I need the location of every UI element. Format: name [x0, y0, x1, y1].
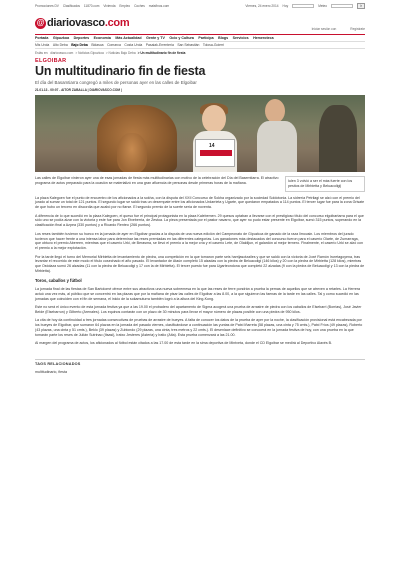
- utility-link[interactable]: Coches: [134, 3, 145, 8]
- article-paragraph: La cita de hoy da continuidad a tres jornadas consecutivas de pruebas de arrastre de bueyes. A falta de conocer los datos de la prueba de ayer por la noche, la clasificación provisional está encabezada por los bueyes de Elgoibar, que sumaron 64 plazas en la jornada del pasado viernes, clasificándose a continuación las yuntas de Patxi Iñarreta (58 plazas, una cinta y 75 cmts.), Patxi Fríos (49 plazas), Roberto (43 plazas, una cinta y 51 cmts.), Beklo (39 plazas) y Zubiondo (29 plazas, una cinta, tres metros y 22 cmts.). El desenlace definitivo se conocerá en la jornada festiva de hoy, con una prueba en la que tomarán parte los reses de Julián Sutrinao (Itsasi), Iratxo Jesteres (Asteria) y Iratio (Alta). Esta prueba comenzará a las 21.00.: [35, 318, 363, 337]
- tags-list[interactable]: multitudinario, fiesta: [35, 370, 67, 375]
- subnav-item[interactable]: Tolosa-Goierri: [202, 42, 225, 47]
- tags-heading: TAGS RELACIONADOS: [35, 362, 81, 367]
- hoy-select[interactable]: [292, 4, 314, 8]
- cow-head: [117, 133, 147, 172]
- hoy-label[interactable]: Hoy: [282, 3, 289, 8]
- nav-item[interactable]: Hemeroteca: [253, 35, 274, 40]
- nav-item[interactable]: Gente y TV: [146, 35, 165, 40]
- breadcrumb-item[interactable]: > Noticias Gipuzkoa: [75, 51, 104, 56]
- background-person: [319, 105, 357, 172]
- breadcrumb-prefix: Estás en:: [35, 51, 49, 56]
- breadcrumb-item[interactable]: > Noticias Bajo Deba: [105, 51, 136, 56]
- cow-figure: [97, 105, 177, 172]
- article-paragraph: Este no será el único evento de esta jornada festiva ya que a las 19.00 el probadero del apartamento de Sigma acogerá una prueba de arrastre de piedra con los caballos de Elsebarri (Borrias), José Javier Beide (Elsebarrun) y Gilberto (Arenales). Los equinos contarán con un plazo de 30 minutos para llevar el mayor número de plazas posible con una piedra de 950 kilos.: [35, 305, 362, 314]
- nav-item[interactable]: Gipuzkoa: [52, 35, 70, 40]
- child-sign: [195, 139, 235, 167]
- nav-item[interactable]: Blogs: [218, 35, 229, 40]
- child-figure: [185, 103, 245, 172]
- nav-item[interactable]: Economía: [93, 35, 111, 40]
- nav-item[interactable]: Más Actualidad: [115, 35, 142, 40]
- utility-link[interactable]: Empleo: [119, 3, 131, 8]
- nav-item[interactable]: Servicios: [232, 35, 249, 40]
- sub-nav: [35, 42, 365, 49]
- subnav-item[interactable]: San Sebastián: [177, 42, 200, 47]
- lead-block: [35, 176, 365, 192]
- man-figure: [257, 95, 297, 172]
- utility-link[interactable]: Clasificados: [62, 3, 80, 8]
- current-date: Viernes, 24 enero 2014: [245, 3, 279, 8]
- login-link[interactable]: Iniciar sesión con: [311, 26, 337, 31]
- nav-item[interactable]: Ocio y Cultura: [169, 35, 194, 40]
- article-paragraph: Los reses también tuvieron su hueco en la jornada de ayer en Elgoibar gracias a la disputa de una nueva edición del Campeonato de Gipuzkoa de ganado de la raza limousin. Los miembros del jurado tuvieron que hacer frente a una intensa labor para determinar las reses premiadas en las diferentes categorías. Los ganadones más destacados del concurso fueron para el caserío Olarte, de Zumarraga, que obtuvo el premio Abereen, mientras que el caserío Urki, de Berasma, se llevó el premio a la mejor cría y el caserío Lete, de Olaldijun, el galardón al mejor ternero. Finalmente, el caserío Urki se alzó con el premio a la mejor explotación.: [35, 231, 363, 251]
- article-paragraph: A diferencia de lo que sucedió en la plaza Kalegoen, el queso fue el principal protagonista en la plaza Kalebemen. 29 quesos optaban a llevarse con el prestigioso título del concurso elgoibartarra para el que sólo uno se podía alzar con la victoria y este fue para Jon Etxeberria, de Zestoa. La pieza presentada por el pastor navarro, que ayer no pudo estar presente en Elgoibar, sumó 315 puntos, superando en la clasificación final a Azpea (330 puntos) y a Ricardo Renteo (266 puntos).: [35, 213, 364, 228]
- logo-mark: @: [36, 17, 45, 27]
- utility-links: [35, 4, 172, 8]
- article-subtitle: El día del Basamtiarra congregó a miles de personas ayer en las calles de Elgoibar: [35, 80, 197, 86]
- article-subheading: Toros, caballos y fútbol: [35, 277, 82, 283]
- logo-domain: .com: [104, 16, 130, 29]
- register-link[interactable]: Regístrate: [350, 26, 365, 31]
- masthead: [35, 12, 365, 34]
- utility-link[interactable]: Promociones DV: [35, 3, 59, 8]
- article-lead: Las calles de Elgoibar vinieron ayer una de esas jornadas de fiesta más multitudinarias con motivo de la celebración del Día del Basemtiarra. El atractivo programa de actos preparado para la ocasión se materializó en una gran afluencia de personas desde primeras horas de la mañana.: [35, 176, 279, 186]
- top-utility-bar: [35, 0, 365, 12]
- utility-link[interactable]: maisfinos.com: [148, 3, 170, 8]
- article-byline: 21.01.13 - 00:07 - AITOR ZABALLA | DIARIOVASCO.COM |: [35, 88, 122, 93]
- article-photo[interactable]: [35, 95, 365, 172]
- meteo-label[interactable]: Meteo: [318, 3, 328, 8]
- man-head: [265, 99, 285, 123]
- breadcrumb: [35, 49, 365, 58]
- article-paragraph: Por la tarde llegó el turno del Memorial Mirbietta de levantamiento de piedra, una competición en la que tomaron parte seis harrijasotzailes y que se saldó con la victoria de Joxé Ramón Iruretagoyena, tras levantar el recorrido de este modo el título cosechado el año pasado. El levantador de Ataún completó 15 alzadas con la piedra de Beluacoligi (146 kilos) y 20 con la piedra de Mirbietta (128 kilos), mientras que Ostolaza sumó 26 alzadas (11 con la piedra de Beluacoligi y 17 con la de Mirbietta). El tercer puesto fue para Ugarteondona que completó 22 alzadas (9 con la piedra de Beluacoligi y 13 con la piedra de Mirbietta).: [35, 254, 365, 274]
- site-logo[interactable]: [35, 16, 129, 31]
- subnav-item[interactable]: Comarca: [107, 42, 121, 47]
- sign-number: 14: [209, 143, 215, 150]
- subnav-item[interactable]: Mis Urola: [35, 42, 50, 47]
- article-paragraph: La jornada final de las fiestas de San Bartolomé ofrece entre sus atractivos una nueva sobremesa en la que las reses de ferre pondrán a prueba la pernas de aquellos que se atreven a retarles. La Herrera actuó una vez más, al público que se concentró en las plazas que por la mañana de pisar las calles de Elgoibar a las 8.00, a la que siguieron las faenas de la tarde en las calles. Tal y como sucedió en las jornadas que coinciden con el fin de semana, el inicio de la sokamuturra también logró a la altura del King-Kong.: [35, 287, 361, 301]
- photo-caption-box: Iulen 3 volvió a ser el más fuerte con los pesitos de Mirbietta y Beluacoligi|: [285, 176, 365, 192]
- meteo-select[interactable]: [331, 4, 353, 8]
- article-paragraph: La plaza Kalegoen fue el punto de encuentro de los aficionados a la sokha, con la disputa del XXII Concurso de Sokha organizado por la sociedad Soldotonia. La sidrería Petrilagi se alzó con el premio del jurado al sumar un total de 121 puntos. El segundo lugar se saldó tras un desempate entre los aficionados Urdarrieta y Ugarte, que quedaron empatados a 114 puntos. El tercer lugar fue para la zona Grisate de que hubo un tercero en discordia que acabó por no fiarse. El segundo premio de la suerte sería de noventa.: [35, 195, 365, 210]
- subnav-item[interactable]: Pasaiak-Errenteria: [145, 42, 174, 47]
- utility-link[interactable]: 11870.com: [83, 3, 100, 8]
- breadcrumb-item[interactable]: diariovasco.com: [50, 51, 74, 56]
- nav-item[interactable]: Portada: [35, 35, 49, 40]
- logo-brand: diariovasco: [47, 16, 105, 29]
- main-nav: [35, 34, 365, 42]
- go-button[interactable]: Ir: [357, 3, 365, 9]
- related-tags: [35, 359, 365, 375]
- topbar-right: [245, 3, 365, 9]
- utility-link[interactable]: Vivienda: [103, 3, 116, 8]
- subnav-item[interactable]: Alto Deba: [52, 42, 68, 47]
- subnav-item[interactable]: Costa Urola: [124, 42, 143, 47]
- session-links: [312, 27, 365, 31]
- man-body: [257, 121, 297, 172]
- child-head: [202, 105, 226, 133]
- subnav-item-active[interactable]: Bajo Deba: [71, 42, 88, 47]
- nav-item[interactable]: Deportes: [73, 35, 90, 40]
- nav-item[interactable]: Participa: [198, 35, 214, 40]
- article-paragraph: Al margen del programa de actos, los aficionados al fútbol están citados a las 17.00 de esta tarde en la sima deportiva de Mintxeta, donde el CD Elgoibar se medirá al Deportivo Alavés B.: [35, 341, 333, 346]
- subnav-item[interactable]: Bidasoa: [91, 42, 104, 47]
- article-title: Un multitudinario fin de fiesta: [35, 64, 206, 79]
- breadcrumb-current: > Un multitudinario fin de fiesta: [137, 51, 186, 56]
- section-label[interactable]: ELGOIBAR: [35, 58, 67, 64]
- sign-stripe: [200, 150, 232, 156]
